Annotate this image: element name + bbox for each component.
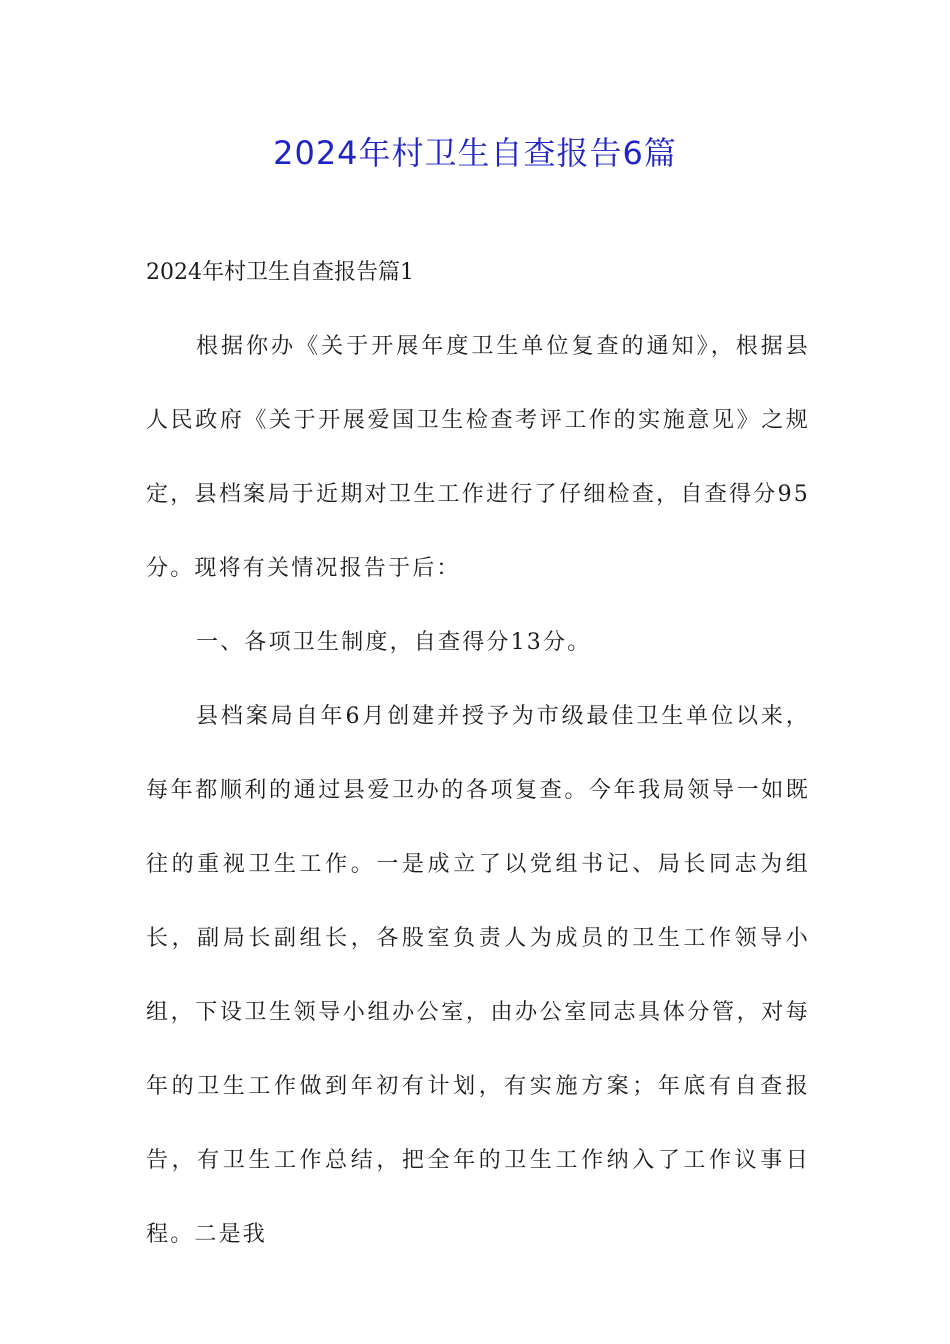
section-heading: 2024年村卫生自查报告篇1 [146, 260, 414, 285]
paragraph-item-one: 一、各项卫生制度，自查得分13分。 [196, 630, 592, 655]
document-body [146, 236, 810, 1272]
document-title: 2024年村卫生自查报告6篇 [273, 134, 677, 172]
paragraph-details: 县档案局自年6月创建并授予为市级最佳卫生单位以来，每年都顺利的通过县爱卫办的各项复查。今年我局领导一如既往的重视卫生工作。一是成立了以党组书记、局长同志为组长，副局长副组长，各股室负责人为成员的卫生工作领导小组，下设卫生领导小组办公室，由办公室同志具体分管，对每年的卫生工作做到年初有计划，有实施方案；年底有自查报告，有卫生工作总结，把全年的卫生工作纳入了工作议事日程。二是我 [146, 704, 810, 1247]
paragraph-intro: 根据你办《关于开展年度卫生单位复查的通知》，根据县人民政府《关于开展爱国卫生检查考评工作的实施意见》之规定，县档案局于近期对卫生工作进行了仔细检查，自查得分95分。现将有关情况报告于后： [146, 334, 810, 581]
